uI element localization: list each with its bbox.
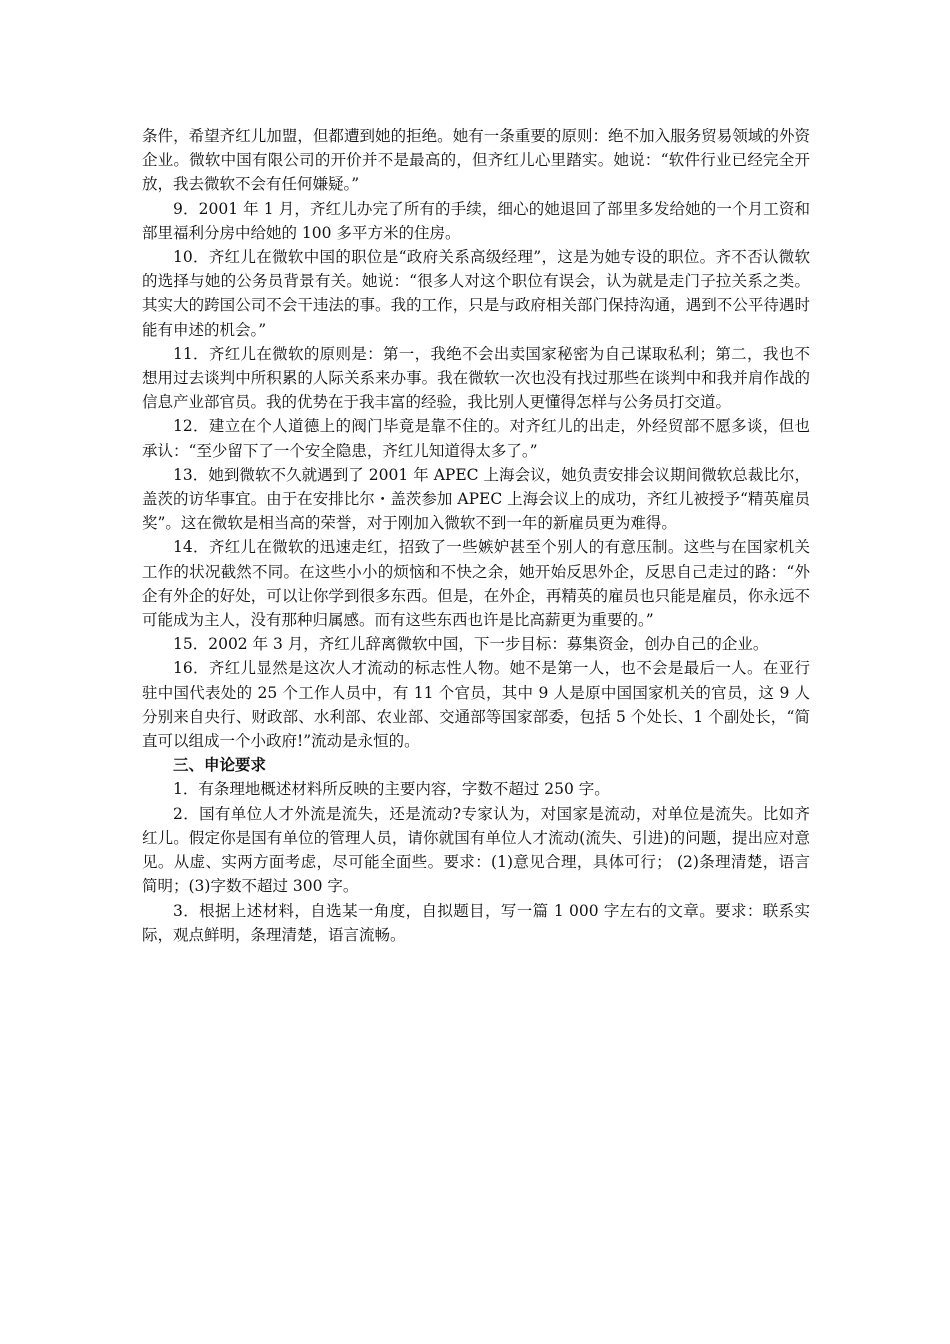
continuation-paragraph: 条件，希望齐红儿加盟，但都遭到她的拒绝。她有一条重要的原则：绝不加入服务贸易领域的外资企业。微软中国有限公司的开价并不是最高的，但齐红儿心里踏实。她说：“软件行业已经完全开放，我去微软不会有任何嫌疑。” [142, 127, 810, 194]
paragraph-12: 12．建立在个人道德上的阀门毕竟是靠不住的。对齐红儿的出走，外经贸部不愿多谈，但也承认：“至少留下了一个安全隐患，齐红儿知道得太多了。” [142, 417, 810, 460]
paragraph-9: 9．2001 年 1 月，齐红儿办完了所有的手续，细心的她退回了部里多发给她的一个月工资和部里福利分房中给她的 100 多平方米的住房。 [142, 199, 810, 242]
paragraph-16: 16．齐红儿显然是这次人才流动的标志性人物。她不是第一人，也不会是最后一人。在亚行驻中国代表处的 25 个工作人员中，有 11 个官员，其中 9 人是原中国国家机关的官员，这 9 人分别来自央行、财政部、水利部、农业部、交通部等国家部委，包括 5 个处长、1 个副处长，“简直可以组成一个小政府!”流动是永恒的。 [142, 659, 810, 751]
paragraph-14: 14．齐红儿在微软的迅速走红，招致了一些嫉妒甚至个别人的有意压制。这些与在国家机关工作的状况截然不同。在这些小小的烦恼和不快之余，她开始反思外企，反思自己走过的路：“外企有外企的好处，可以让你学到很多东西。但是，在外企，再精英的雇员也只能是雇员，你永远不可能成为主人，没有那种归属感。而有这些东西也许是比高薪更为重要的。” [142, 538, 810, 630]
section-heading: 三、申论要求 [173, 756, 267, 775]
paragraph-15: 15．2002 年 3 月，齐红儿辞离微软中国，下一步目标：募集资金，创办自己的企业。 [173, 635, 769, 654]
paragraph-11: 11．齐红儿在微软的原则是：第一，我绝不会出卖国家秘密为自己谋取私利；第二，我也不想用过去谈判中所积累的人际关系来办事。我在微软一次也没有找过那些在谈判中和我并肩作战的信息产业部官员。我的优势在于我丰富的经验，我比别人更懂得怎样与公务员打交道。 [142, 344, 810, 412]
requirement-3: 3．根据上述材料，自选某一角度，自拟题目，写一篇 1 000 字左右的文章。要求：联系实际，观点鲜明，条理清楚，语言流畅。 [142, 901, 810, 944]
paragraph-13: 13．她到微软不久就遇到了 2001 年 APEC 上海会议，她负责安排会议期间微软总裁比尔，盖茨的访华事宜。由于在安排比尔・盖茨参加 APEC 上海会议上的成功，齐红儿被授予“精英雇员奖”。这在微软是相当高的荣誉，对于刚加入微软不到一年的新雇员更为难得。 [142, 465, 810, 533]
requirement-2: 2．国有单位人才外流是流失，还是流动?专家认为，对国家是流动，对单位是流失。比如齐红儿。假定你是国有单位的管理人员，请你就国有单位人才流动(流失、引进)的问题，提出应对意见。从虚、实两方面考虑，尽可能全面些。要求：(1)意见合理，具体可行； (2)条理清楚，语言简明；(3)字数不超过 300 字。 [142, 804, 810, 896]
paragraph-10: 10．齐红儿在微软中国的职位是“政府关系高级经理”，这是为她专设的职位。齐不否认微软的选择与她的公务员背景有关。她说：“很多人对这个职位有误会，认为就是走门子拉关系之类。其实大的跨国公司不会干违法的事。我的工作，只是与政府相关部门保持沟通，遇到不公平待遇时能有申述的机会。” [142, 248, 810, 339]
requirement-1: 1．有条理地概述材料所反映的主要内容，字数不超过 250 字。 [173, 780, 610, 799]
document-page [142, 124, 810, 947]
